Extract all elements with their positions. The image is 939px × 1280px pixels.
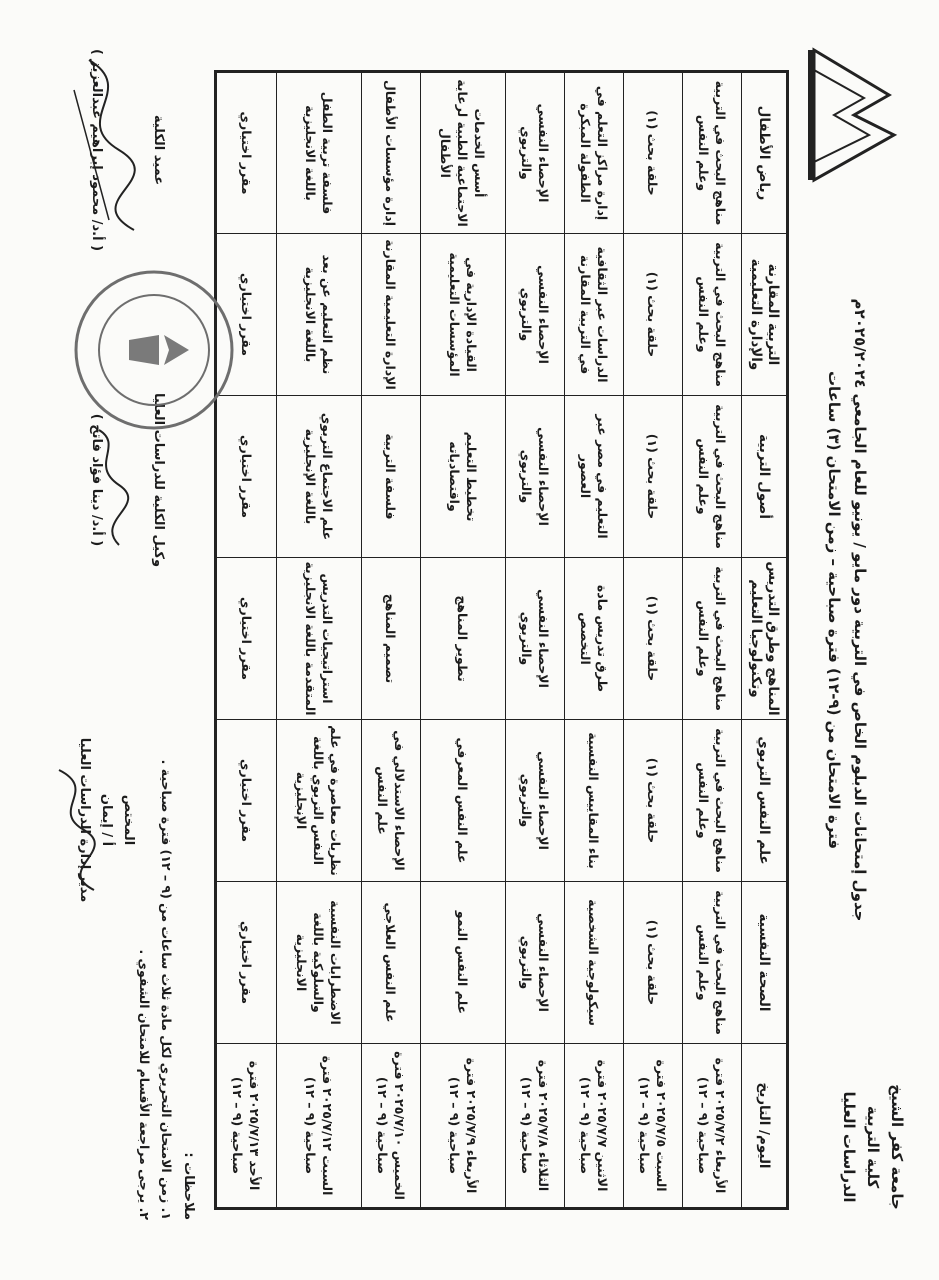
row-date: الأربعاء ٢٠٢٥/٧/٩ فترة صباحية (٩ – ١٢) xyxy=(420,1044,505,1209)
table-row xyxy=(276,72,361,1209)
table-cell: الإحصاء النفسي والتربوي xyxy=(505,234,564,396)
table-cell: مناهج البحث في التربية وعلم النفس xyxy=(682,234,741,396)
table-cell: علم النفس المعرفي xyxy=(420,720,505,882)
table-cell: الإحصاء النفسي والتربوي xyxy=(505,72,564,234)
table-cell: أسس الخدمات الاجتماعية الطبية لرعاية الأطفال xyxy=(420,72,505,234)
header-foundations: أصول التربية xyxy=(742,396,788,558)
reviewer-name: أ / إيمان xyxy=(99,793,114,847)
schedule-subtitle: فترة الامتحان من (٩-١٢) فترة صباحية – زمن الامتحان (٣) ساعات xyxy=(825,370,843,850)
row-date: السبت ٢٠٢٥/٧/٥ فترة صباحية (٩ – ١٢) xyxy=(623,1044,682,1209)
table-cell: حلقة بحث (١) xyxy=(623,234,682,396)
table-cell: مقرر اختياري xyxy=(216,234,277,396)
row-date: الثلاثاء ٢٠٢٥/٧/٨ فترة صباحية (٩ – ١٢) xyxy=(505,1044,564,1209)
table-cell: حلقة بحث (١) xyxy=(623,558,682,720)
official-stamp xyxy=(69,265,239,435)
table-cell: سيكولوجية الشخصية xyxy=(564,882,623,1044)
schedule-title: جدول إمتحانات الدبلوم الخاص في التربية دور مايو / يونيو للعام الجامعي ٢٠٢٥/٢٠٢٤م xyxy=(851,298,869,922)
manager-title: مدير إدارة الدراسات العليا xyxy=(77,737,92,903)
table-cell: نظم التعليم عن بعد باللغة الانجليزية xyxy=(276,234,361,396)
row-date: الأربعاء ٢٠٢٥/٧/٢ فترة صباحية (٩ – ١٢) xyxy=(682,1044,741,1209)
table-cell: الإحصاء النفسي والتربوي xyxy=(505,882,564,1044)
table-cell: مقرر اختياري xyxy=(216,396,277,558)
header-comparative-education: التربية المقارنة والإدارة التعليمية xyxy=(742,234,788,396)
table-cell: تطوير المناهج xyxy=(420,558,505,720)
reviewer-signature-scribble xyxy=(39,760,109,900)
row-date: الأحد ٢٠٢٥/٧/١٣ فترة صباحية (٩ – ١٢) xyxy=(216,1044,277,1209)
table-cell: علم النفس النمو xyxy=(420,882,505,1044)
table-cell: مقرر اختياري xyxy=(216,72,277,234)
table-cell: استراتيجيات التدريس المتقدمة باللغة الانجليزية xyxy=(276,558,361,720)
table-cell: إدارة مؤسسات الأطفال xyxy=(361,72,420,234)
table-cell: مناهج البحث في التربية وعلم النفس xyxy=(682,720,741,882)
header-mental-health: الصحة النفسية xyxy=(742,882,788,1044)
table-cell: علم الاجتماع التربوي باللغة الإنجليزية xyxy=(276,396,361,558)
table-cell: التعليم في مصر عبر العصور xyxy=(564,396,623,558)
table-cell: الإدارة التعليمية المقارنة xyxy=(361,234,420,396)
table-cell: طرق تدريس مادة التخصص xyxy=(564,558,623,720)
table-cell: الدراسات عبر الثقافية في التربية المقارنة xyxy=(564,234,623,396)
dean-signature-scribble xyxy=(59,50,149,240)
table-cell: فلسفة التربية xyxy=(361,396,420,558)
table-cell: مناهج البحث في التربية وعلم النفس xyxy=(682,72,741,234)
table-cell: مناهج البحث في التربية وعلم النفس xyxy=(682,558,741,720)
vice-dean-title: وكيل الكلية للدراسات العليا xyxy=(151,392,166,568)
table-cell: إدارة مراكز التعلم في الطفولة المبكرة xyxy=(564,72,623,234)
table-cell: الإحصاء النفسي والتربوي xyxy=(505,396,564,558)
note-item: ١. زمن الامتحان التحريري لكل مادة ثلاث ساعات من (٩ – ١٢) فترة صباحية . xyxy=(159,759,174,1220)
table-cell: مناهج البحث في التربية وعلم النفس xyxy=(682,882,741,1044)
table-cell: القيادة الإدارية في المؤسسات التعليمية xyxy=(420,234,505,396)
note-item: ٢. يرجى مراجعة الأقسام للامتحان الشفوي . xyxy=(137,949,152,1220)
table-row xyxy=(216,72,277,1209)
table-cell: مقرر اختياري xyxy=(216,558,277,720)
table-cell: الإحصاء النفسي والتربوي xyxy=(505,720,564,882)
exam-schedule-table xyxy=(214,70,789,1210)
header-educational-psychology: علم النفس التربوي xyxy=(742,720,788,882)
table-cell: تخطيط التعليم واقتصادياته xyxy=(420,396,505,558)
dean-title: عميد الكلية xyxy=(151,114,166,186)
table-cell: فلسفة تربية الطفل باللغة الانجليزية xyxy=(276,72,361,234)
department-name: الدراسات العليا xyxy=(840,1091,858,1203)
table-row xyxy=(361,72,420,1209)
row-date: الخميس ٢٠٢٥/٧/١٠ فترة صباحية (٩ – ١٢) xyxy=(361,1044,420,1209)
table-cell: نظريات معاصرة في علم النفس التربوي باللغة الإنجليزية xyxy=(276,720,361,882)
dean-name: ( أ.د/ محمود إبراهيم عبدالعزيز ) xyxy=(89,48,104,252)
notes-heading: ملاحظات : xyxy=(181,1152,196,1220)
table-cell: حلقة بحث (١) xyxy=(623,882,682,1044)
table-cell: الاضطرابات النفسية والسلوكية باللغة الانجليزية xyxy=(276,882,361,1044)
table-header-row xyxy=(742,72,788,1209)
row-date: الاثنين ٢٠٢٥/٧/٧ فترة صباحية (٩ – ١٢) xyxy=(564,1044,623,1209)
table-row xyxy=(505,72,564,1209)
university-name: جامعة كفر الشيخ xyxy=(888,1084,906,1210)
table-cell: حلقة بحث (١) xyxy=(623,72,682,234)
header-date: اليوم/ التاريخ xyxy=(742,1044,788,1209)
table-cell: تصميم المناهج xyxy=(361,558,420,720)
vice-dean-name: ( أ.د/ دينا فؤاد فاتح ) xyxy=(89,413,104,547)
table-row xyxy=(564,72,623,1209)
row-date: السبت ٢٠٢٥/٧/١٢ فترة صباحية (٩ – ١٢) xyxy=(276,1044,361,1209)
reviewer-title: المختص xyxy=(121,794,136,846)
header-curricula: المناهج وطرق التدريس وتكنولوجيا التعليم xyxy=(742,558,788,720)
table-cell: مقرر اختياري xyxy=(216,882,277,1044)
table-cell: بناء المقاييس النفسية xyxy=(564,720,623,882)
table-cell: مقرر اختياري xyxy=(216,720,277,882)
table-cell: حلقة بحث (١) xyxy=(623,396,682,558)
table-cell: مناهج البحث في التربية وعلم النفس xyxy=(682,396,741,558)
header-kindergarten: رياض الأطفال xyxy=(742,72,788,234)
table-row xyxy=(623,72,682,1209)
table-cell: الإحصاء الاستدلالي في علم النفس xyxy=(361,720,420,882)
university-logo xyxy=(799,40,909,190)
table-cell: حلقة بحث (١) xyxy=(623,720,682,882)
table-row xyxy=(682,72,741,1209)
institution-header xyxy=(837,1072,909,1222)
table-cell: الإحصاء النفسي والتربوي xyxy=(505,558,564,720)
vice-dean-signature-scribble xyxy=(79,420,139,560)
faculty-name: كلية التربية xyxy=(864,1105,882,1189)
table-cell: علم النفس العلاجي xyxy=(361,882,420,1044)
table-row xyxy=(420,72,505,1209)
